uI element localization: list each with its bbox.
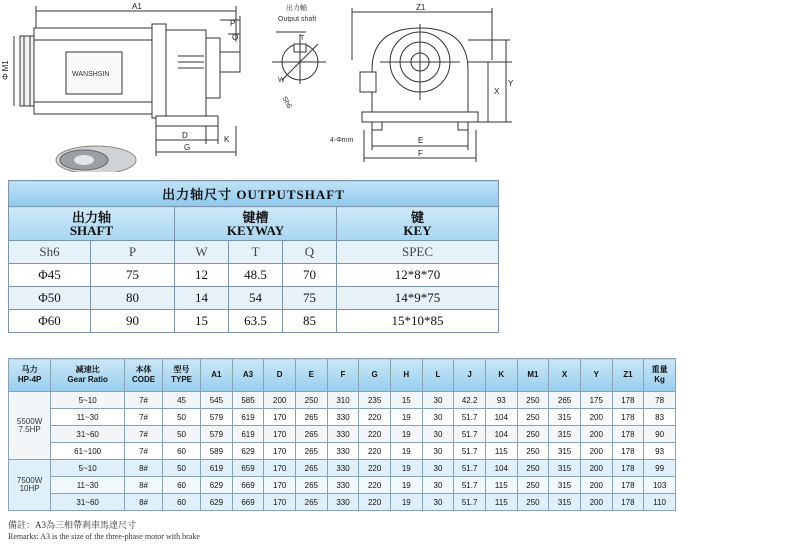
shaft-table-columns: [9, 241, 499, 264]
spec-cell: 8#: [125, 477, 163, 494]
spec-table-body: [9, 392, 676, 511]
shaft-cell: 90: [91, 310, 175, 333]
spec-cell: 265: [296, 460, 328, 477]
col-header: P: [91, 241, 175, 264]
header-dim: X: [549, 359, 581, 392]
col-header: SPEC: [337, 241, 499, 264]
spec-cell: 200: [580, 426, 612, 443]
shaft-cell: Φ60: [9, 310, 91, 333]
group-keyway-zh: 键槽: [242, 209, 269, 225]
technical-drawing: [0, 0, 800, 172]
group-key-en: KEY: [403, 222, 432, 238]
spec-cell: 31~60: [51, 494, 125, 511]
output-shaft-en: Output shaft: [278, 16, 317, 23]
shaft-table-title: 出力轴尺寸 OUTPUTSHAFT: [9, 181, 499, 207]
spec-cell: 50: [163, 460, 201, 477]
side-view-drawing: [14, 6, 240, 156]
spec-cell: 93: [485, 392, 517, 409]
spec-table-row: [9, 392, 676, 409]
spec-table-row: [9, 409, 676, 426]
spec-cell: 178: [612, 426, 644, 443]
brand-label: WANSHSIN: [72, 71, 110, 78]
group-shaft: [9, 207, 175, 241]
shaft-cell: 12*8*70: [337, 264, 499, 287]
spec-cell: 579: [201, 409, 233, 426]
dim-a1: A1: [132, 2, 142, 11]
shaft-cell: Φ45: [9, 264, 91, 287]
dim-z1: Z1: [416, 3, 426, 12]
shaft-cell: 80: [91, 287, 175, 310]
spec-cell: 51.7: [454, 460, 486, 477]
header-dim: H: [390, 359, 422, 392]
dim-g: G: [184, 143, 191, 152]
spec-cell: 265: [296, 409, 328, 426]
shaft-cell: 75: [91, 264, 175, 287]
col-header: Q: [283, 241, 337, 264]
spec-cell: 545: [201, 392, 233, 409]
spec-cell: 30: [422, 494, 454, 511]
dim-holes: 4-Φmm: [330, 137, 354, 144]
motor-power-cell: [9, 392, 51, 460]
spec-cell: 175: [580, 392, 612, 409]
group-shaft-zh: 出力轴: [71, 209, 111, 225]
spec-cell: 170: [264, 409, 296, 426]
header-type-en: TYPE: [171, 375, 192, 384]
col-header: Sh6: [9, 241, 91, 264]
spec-cell: 30: [422, 409, 454, 426]
spec-table-row: [9, 494, 676, 511]
spec-cell: 7#: [125, 443, 163, 460]
spec-cell: 220: [359, 477, 391, 494]
remarks: [8, 520, 608, 542]
spec-cell: 11~30: [51, 409, 125, 426]
motor-power-watts: 7500W: [16, 476, 43, 485]
header-dim: J: [454, 359, 486, 392]
spec-cell: 8#: [125, 460, 163, 477]
spec-cell: 19: [390, 443, 422, 460]
spec-cell: 104: [485, 460, 517, 477]
spec-cell: 250: [517, 392, 549, 409]
motor-power-hp: 10HP: [19, 484, 40, 493]
spec-cell: 629: [232, 443, 264, 460]
dim-w: W: [278, 77, 285, 84]
spec-cell: 51.7: [454, 494, 486, 511]
header-motor-zh: 马力: [21, 365, 38, 374]
header-dim: Y: [580, 359, 612, 392]
spec-cell: 200: [580, 494, 612, 511]
header-weight: [644, 359, 676, 392]
header-weight-zh: 重量: [651, 365, 668, 374]
dim-d: D: [182, 131, 188, 140]
spec-cell: 200: [580, 460, 612, 477]
dim-y: Y: [508, 79, 514, 88]
spec-cell: 51.7: [454, 443, 486, 460]
spec-table-header: [9, 359, 676, 392]
group-shaft-en: SHAFT: [69, 222, 114, 238]
spec-cell: 178: [612, 494, 644, 511]
header-dim: F: [327, 359, 359, 392]
spec-cell: 7#: [125, 392, 163, 409]
remarks-zh: 備註：A3為三相帶剎車馬達尺寸: [8, 520, 137, 530]
col-header: T: [229, 241, 283, 264]
spec-table: [8, 358, 676, 511]
spec-cell: 103: [644, 477, 676, 494]
spec-cell: 220: [359, 409, 391, 426]
spec-cell: 579: [201, 426, 233, 443]
spec-cell: 585: [232, 392, 264, 409]
spec-cell: 315: [549, 494, 581, 511]
spec-cell: 235: [359, 392, 391, 409]
spec-cell: 30: [422, 477, 454, 494]
spec-cell: 310: [327, 392, 359, 409]
header-motor: [9, 359, 51, 392]
spec-cell: 200: [264, 392, 296, 409]
dim-x: X: [494, 87, 500, 96]
motor-power-cell: [9, 460, 51, 511]
spec-cell: 19: [390, 460, 422, 477]
spec-cell: 220: [359, 494, 391, 511]
spec-cell: 170: [264, 460, 296, 477]
shaft-cell: 75: [283, 287, 337, 310]
spec-cell: 200: [580, 443, 612, 460]
shaft-table-row: [9, 310, 499, 333]
spec-cell: 30: [422, 426, 454, 443]
spec-cell: 315: [549, 426, 581, 443]
spec-cell: 200: [580, 409, 612, 426]
spec-cell: 315: [549, 443, 581, 460]
spec-cell: 619: [232, 426, 264, 443]
spec-cell: 104: [485, 409, 517, 426]
motor-photo-fragment: [56, 146, 136, 172]
spec-cell: 61~100: [51, 443, 125, 460]
spec-cell: 265: [296, 477, 328, 494]
dim-t: T: [300, 35, 305, 42]
spec-cell: 250: [517, 443, 549, 460]
spec-cell: 115: [485, 477, 517, 494]
header-type: [163, 359, 201, 392]
spec-cell: 589: [201, 443, 233, 460]
shaft-cell: 14*9*75: [337, 287, 499, 310]
header-ratio-zh: 减速比: [75, 365, 100, 374]
spec-cell: 15: [390, 392, 422, 409]
spec-table-row: [9, 460, 676, 477]
shaft-cell: 54: [229, 287, 283, 310]
spec-cell: 30: [422, 443, 454, 460]
spec-cell: 31~60: [51, 426, 125, 443]
shaft-table-body: [9, 264, 499, 333]
motor-power-hp: 7.5HP: [18, 424, 41, 434]
spec-cell: 99: [644, 460, 676, 477]
header-dim: E: [296, 359, 328, 392]
spec-cell: 220: [359, 460, 391, 477]
col-header: W: [175, 241, 229, 264]
spec-cell: 5~10: [51, 460, 125, 477]
shaft-cell: 63.5: [229, 310, 283, 333]
spec-cell: 83: [644, 409, 676, 426]
spec-cell: 30: [422, 460, 454, 477]
header-dim: A1: [201, 359, 233, 392]
spec-cell: 19: [390, 426, 422, 443]
group-keyway-en: KEYWAY: [226, 222, 285, 238]
spec-cell: 7#: [125, 409, 163, 426]
spec-cell: 265: [296, 426, 328, 443]
spec-cell: 5~10: [51, 392, 125, 409]
group-keyway: [175, 207, 337, 241]
spec-cell: 265: [296, 443, 328, 460]
shaft-cell: Φ50: [9, 287, 91, 310]
spec-cell: 115: [485, 494, 517, 511]
header-code-zh: 本体: [135, 365, 152, 374]
header-motor-en: HP-4P: [17, 375, 42, 384]
group-key-zh: 键: [411, 209, 425, 225]
spec-cell: 19: [390, 477, 422, 494]
spec-cell: 178: [612, 409, 644, 426]
dim-q: Q: [232, 33, 239, 42]
shaft-cell: 85: [283, 310, 337, 333]
spec-cell: 178: [612, 460, 644, 477]
spec-cell: 78: [644, 392, 676, 409]
spec-cell: 30: [422, 392, 454, 409]
spec-cell: 250: [517, 460, 549, 477]
spec-cell: 19: [390, 494, 422, 511]
spec-cell: 265: [296, 494, 328, 511]
spec-cell: 170: [264, 494, 296, 511]
output-shaft-table: [8, 180, 499, 333]
spec-cell: 51.7: [454, 409, 486, 426]
spec-cell: 220: [359, 426, 391, 443]
spec-cell: 19: [390, 409, 422, 426]
spec-table-row: [9, 443, 676, 460]
spec-cell: 330: [327, 477, 359, 494]
spec-cell: 220: [359, 443, 391, 460]
header-ratio: [51, 359, 125, 392]
spec-table-row: [9, 426, 676, 443]
spec-cell: 8#: [125, 494, 163, 511]
spec-cell: 250: [517, 409, 549, 426]
shaft-cell: 12: [175, 264, 229, 287]
spec-cell: 93: [644, 443, 676, 460]
header-dim: K: [485, 359, 517, 392]
spec-cell: 178: [612, 477, 644, 494]
shaft-cell: 15: [175, 310, 229, 333]
header-code-en: CODE: [132, 375, 156, 384]
spec-cell: 51.7: [454, 426, 486, 443]
shaft-cell: 14: [175, 287, 229, 310]
spec-cell: 60: [163, 477, 201, 494]
spec-cell: 669: [232, 477, 264, 494]
shaft-table-row: [9, 287, 499, 310]
spec-cell: 178: [612, 392, 644, 409]
spec-cell: 315: [549, 460, 581, 477]
group-key: [337, 207, 499, 241]
spec-cell: 110: [644, 494, 676, 511]
output-shaft-zh: 出力軸: [286, 5, 307, 12]
spec-cell: 11~30: [51, 477, 125, 494]
header-ratio-en: Gear Ratio: [67, 375, 108, 384]
spec-cell: 330: [327, 460, 359, 477]
spec-cell: 104: [485, 426, 517, 443]
dim-p: P: [230, 19, 236, 28]
dim-f: F: [418, 149, 423, 158]
spec-cell: 315: [549, 477, 581, 494]
spec-cell: 250: [517, 494, 549, 511]
spec-cell: 60: [163, 443, 201, 460]
header-type-zh: 型号: [173, 365, 190, 374]
spec-cell: 7#: [125, 426, 163, 443]
spec-cell: 200: [580, 477, 612, 494]
spec-cell: 330: [327, 409, 359, 426]
spec-cell: 170: [264, 477, 296, 494]
shaft-cell: 70: [283, 264, 337, 287]
motor-power-watts: 5500W: [16, 416, 43, 426]
spec-cell: 629: [201, 494, 233, 511]
spec-cell: 250: [517, 477, 549, 494]
spec-cell: 45: [163, 392, 201, 409]
spec-cell: 90: [644, 426, 676, 443]
spec-cell: 330: [327, 443, 359, 460]
spec-cell: 629: [201, 477, 233, 494]
spec-cell: 330: [327, 494, 359, 511]
header-dim: M1: [517, 359, 549, 392]
spec-cell: 178: [612, 443, 644, 460]
spec-cell: 619: [201, 460, 233, 477]
shaft-cell: 48.5: [229, 264, 283, 287]
spec-cell: 619: [232, 409, 264, 426]
remarks-en: Remarks: A3 is the size of the three-phase motor with brake: [8, 532, 200, 541]
spec-cell: 115: [485, 443, 517, 460]
spec-cell: 170: [264, 443, 296, 460]
spec-table-row: [9, 477, 676, 494]
dim-e: E: [418, 136, 424, 145]
header-dim: A3: [232, 359, 264, 392]
spec-cell: 51.7: [454, 477, 486, 494]
dim-shaft: Sh6: [280, 95, 293, 110]
spec-cell: 315: [549, 409, 581, 426]
dim-phi-m1: Φ M1: [1, 60, 10, 80]
spec-cell: 250: [517, 426, 549, 443]
spec-cell: 659: [232, 460, 264, 477]
spec-cell: 50: [163, 426, 201, 443]
spec-cell: 42.2: [454, 392, 486, 409]
dim-k: K: [224, 135, 230, 144]
spec-cell: 265: [549, 392, 581, 409]
spec-cell: 669: [232, 494, 264, 511]
header-dim: D: [264, 359, 296, 392]
shaft-cell: 15*10*85: [337, 310, 499, 333]
spec-cell: 50: [163, 409, 201, 426]
spec-cell: 60: [163, 494, 201, 511]
spec-cell: 330: [327, 426, 359, 443]
shaft-table-row: [9, 264, 499, 287]
header-code: [125, 359, 163, 392]
header-dim: L: [422, 359, 454, 392]
header-dim: G: [359, 359, 391, 392]
header-weight-en: Kg: [654, 375, 665, 384]
header-dim: Z1: [612, 359, 644, 392]
spec-cell: 250: [296, 392, 328, 409]
spec-cell: 170: [264, 426, 296, 443]
front-view-drawing: [352, 8, 512, 162]
